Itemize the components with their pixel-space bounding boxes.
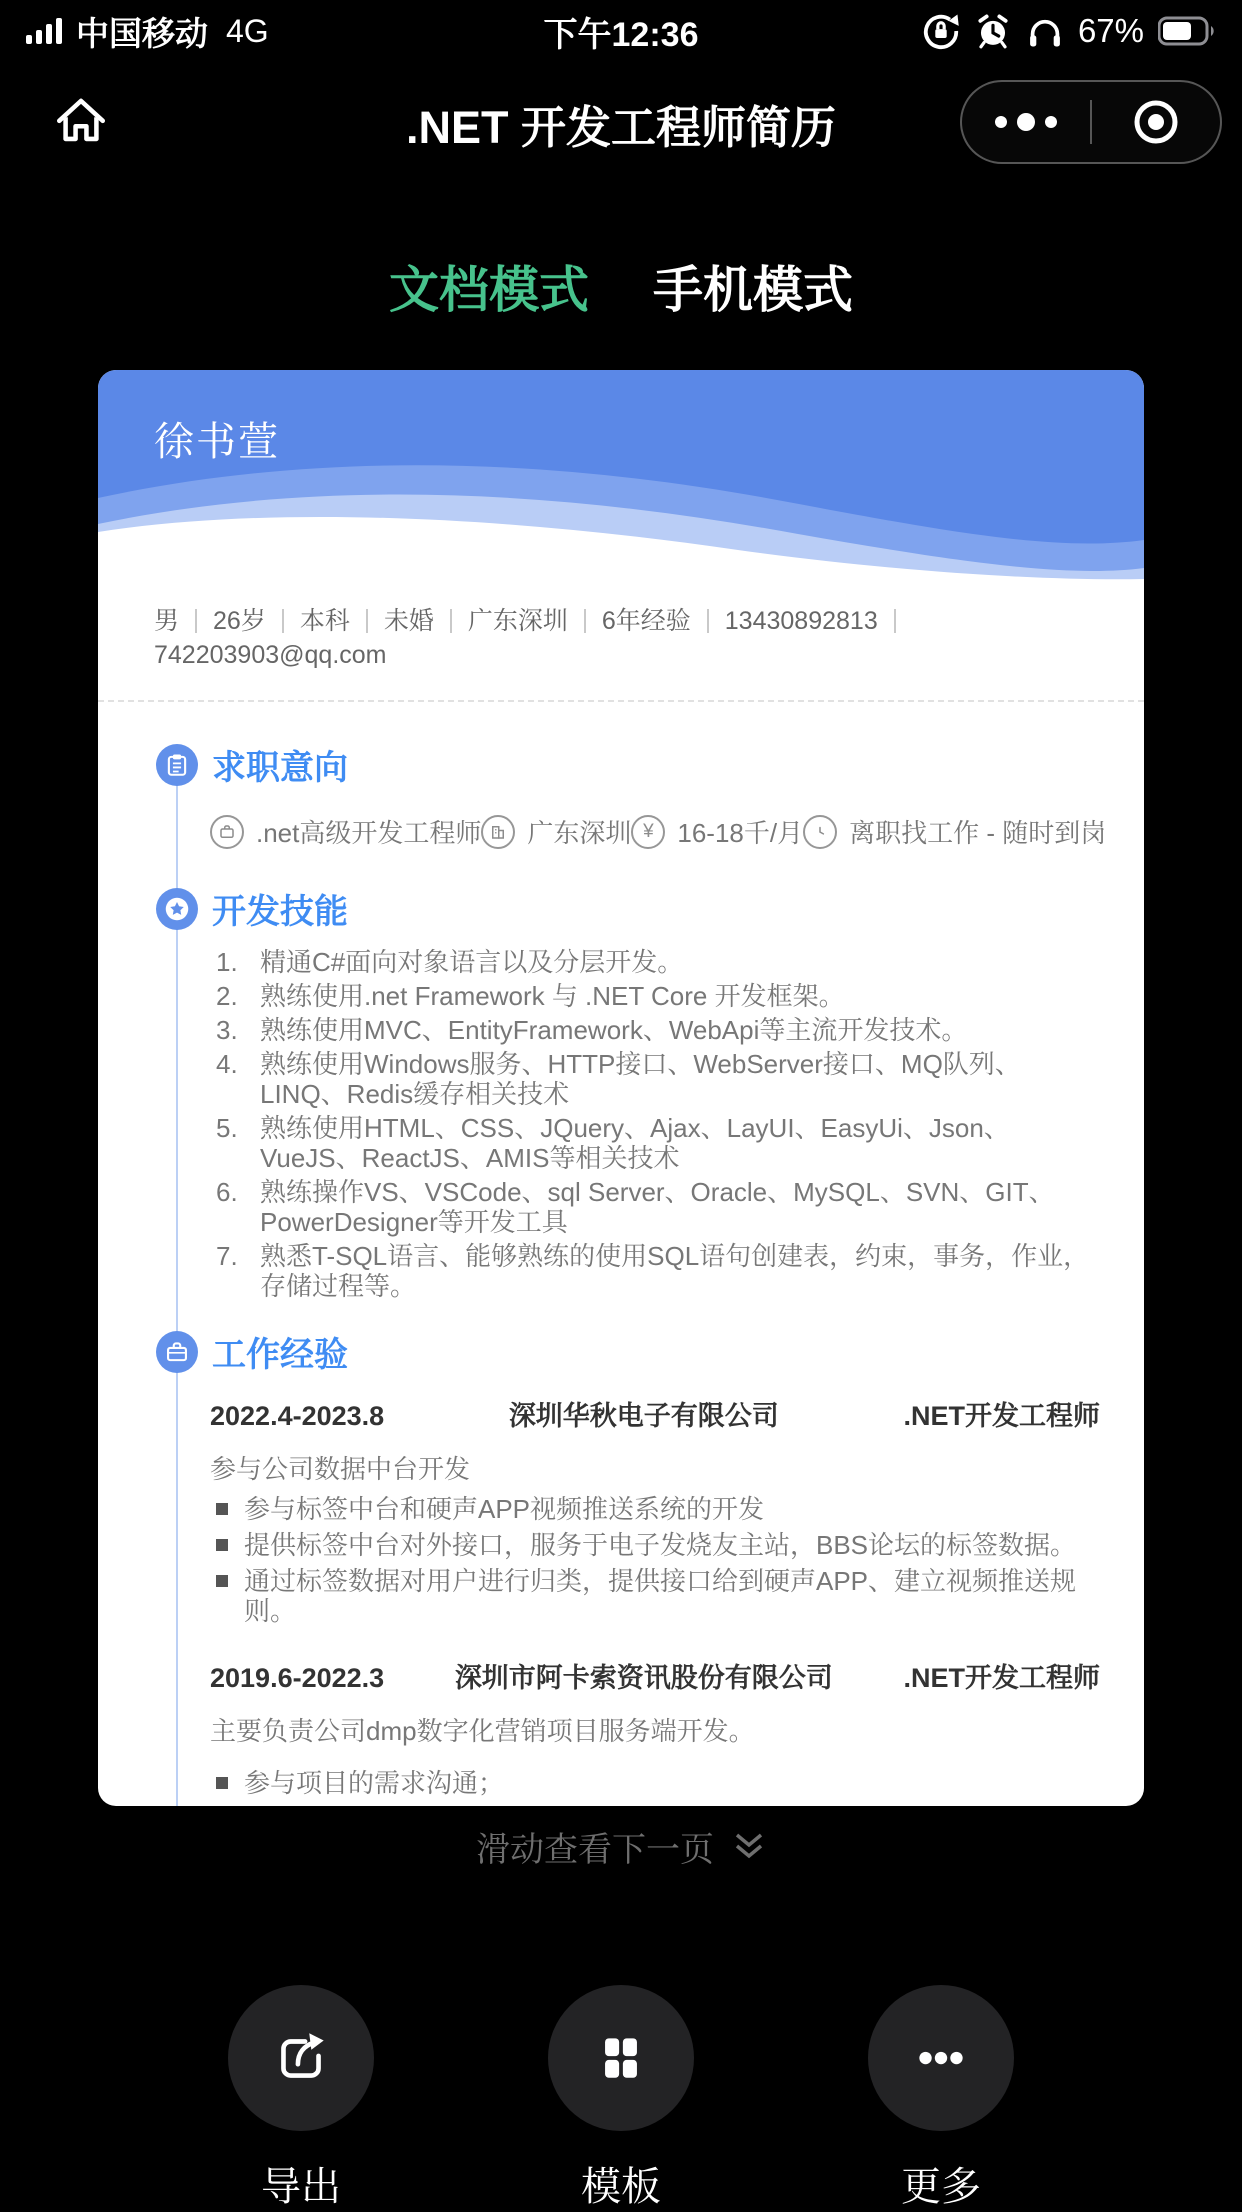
job-role: .NET开发工程师 bbox=[903, 1663, 1100, 1693]
network-label: 4G bbox=[226, 12, 269, 49]
info-divider bbox=[450, 609, 452, 633]
mode-tabs bbox=[0, 250, 1242, 322]
status-bar bbox=[0, 0, 1242, 62]
section-skills bbox=[98, 884, 1144, 1301]
skill-item: 熟练操作VS、VSCode、sql Server、Oracle、MySQL、SVN、GIT、PowerDesigner等开发工具 bbox=[260, 1177, 1055, 1237]
chevron-double-down-icon bbox=[732, 1829, 766, 1865]
section-title: 工作经验 bbox=[212, 1336, 348, 1374]
next-page-hint-text: 滑动查看下一页 bbox=[476, 1831, 714, 1869]
job-bullet: 参与标签中台和硬声APP视频推送系统的开发 bbox=[210, 1494, 1100, 1524]
job-summary: 主要负责公司dmp数字化营销项目服务端开发。 bbox=[210, 1716, 755, 1746]
intent-status bbox=[803, 813, 1106, 850]
job-summary: 参与公司数据中台开发 bbox=[210, 1454, 471, 1484]
capsule-close-button[interactable] bbox=[1092, 82, 1220, 162]
carrier-label: 中国移动 bbox=[76, 14, 208, 52]
resume-name: 徐书萱 bbox=[154, 420, 280, 464]
intent-salary bbox=[631, 813, 803, 850]
skill-item: 熟练使用.net Framework 与 .NET Core 开发框架。 bbox=[260, 981, 845, 1011]
template-label: 模板 bbox=[581, 2165, 661, 2209]
skill-item: 熟练使用HTML、CSS、JQuery、Ajax、LayUI、EasyUi、Json、VueJS、ReactJS、AMIS等相关技术 bbox=[260, 1113, 1010, 1173]
section-job-intent bbox=[98, 740, 1144, 850]
section-experience bbox=[98, 1327, 1144, 1806]
briefcase-circle-icon bbox=[210, 815, 244, 849]
info-location: 广东深圳 bbox=[467, 607, 568, 635]
intent-position bbox=[210, 813, 481, 850]
more-button-circle[interactable] bbox=[868, 1985, 1014, 2131]
info-divider bbox=[195, 609, 197, 633]
info-divider bbox=[584, 609, 586, 633]
rotation-lock-icon bbox=[922, 12, 960, 50]
job-bullet: 提供标签中台对外接口，服务于电子发烧友主站，BBS论坛的标签数据。 bbox=[210, 1530, 1100, 1560]
bottom-action-bar bbox=[0, 1985, 1242, 2212]
info-phone: 13430892813 bbox=[724, 607, 878, 635]
job-period: 2022.4-2023.8 bbox=[210, 1401, 385, 1431]
signal-icon bbox=[26, 18, 62, 44]
miniprogram-capsule bbox=[960, 80, 1222, 164]
resume-card bbox=[98, 370, 1144, 1806]
dashed-divider bbox=[98, 700, 1144, 702]
more-button[interactable] bbox=[866, 1985, 1016, 2212]
intent-salary-text: 16-18千/月 bbox=[677, 818, 804, 848]
section-title: 求职意向 bbox=[212, 749, 348, 787]
capsule-more-button[interactable] bbox=[962, 82, 1090, 162]
info-divider bbox=[894, 609, 896, 633]
template-button-circle[interactable] bbox=[548, 1985, 694, 2131]
basic-info-line bbox=[154, 604, 1088, 672]
export-label: 导出 bbox=[261, 2165, 341, 2209]
info-divider bbox=[366, 609, 368, 633]
job-bullet: 通过标签数据对用户进行归类，提供接口给到硬声APP、建立视频推送规则。 bbox=[210, 1566, 1100, 1626]
star-icon bbox=[156, 888, 198, 930]
clock-time: 下午12:36 bbox=[543, 15, 699, 54]
export-button[interactable] bbox=[226, 1985, 376, 2212]
intent-city-text: 广东深圳 bbox=[527, 818, 632, 848]
info-education: 本科 bbox=[299, 607, 350, 635]
template-button[interactable] bbox=[546, 1985, 696, 2212]
skill-item: 熟练使用Windows服务、HTTP接口、WebServer接口、MQ队列、LINQ、Redis缓存相关技术 bbox=[260, 1049, 1021, 1109]
share-icon bbox=[268, 2025, 334, 2091]
alarm-icon bbox=[974, 12, 1012, 50]
job-bullet-list bbox=[210, 1494, 1100, 1626]
more-icon bbox=[908, 2025, 974, 2091]
info-experience: 6年经验 bbox=[601, 607, 691, 635]
job-company: 深圳市阿卡索资讯股份有限公司 bbox=[454, 1663, 833, 1693]
skill-list bbox=[216, 947, 1104, 1301]
info-divider bbox=[707, 609, 709, 633]
page-title: .NET 开发工程师简历 bbox=[405, 101, 836, 153]
job-company: 深圳华秋电子有限公司 bbox=[508, 1401, 779, 1431]
nav-bar bbox=[0, 78, 1242, 168]
job-period: 2019.6-2022.3 bbox=[210, 1663, 385, 1693]
intent-position-text: .net高级开发工程师 bbox=[256, 818, 482, 848]
resume-body bbox=[98, 740, 1144, 1806]
more-dots-icon bbox=[989, 108, 1063, 136]
skill-item: 熟练使用MVC、EntityFramework、WebApi等主流开发技术。 bbox=[260, 1015, 968, 1045]
job-role: .NET开发工程师 bbox=[903, 1401, 1100, 1431]
job-bullet: 参与项目的需求沟通； bbox=[210, 1768, 1100, 1798]
tab-phone-mode[interactable]: 手机模式 bbox=[653, 262, 853, 318]
clock-circle-icon bbox=[803, 815, 837, 849]
header-wave-decoration bbox=[98, 452, 1144, 582]
grid-icon bbox=[591, 2028, 651, 2088]
info-marital: 未婚 bbox=[383, 607, 434, 635]
info-age: 26岁 bbox=[213, 607, 266, 635]
next-page-hint bbox=[0, 1822, 1242, 1871]
building-circle-icon bbox=[481, 815, 515, 849]
yen-circle-icon: ¥ bbox=[631, 815, 665, 849]
skill-item: 熟悉T-SQL语言、能够熟练的使用SQL语句创建表，约束，事务，作业，存储过程等。 bbox=[260, 1241, 1090, 1301]
more-label: 更多 bbox=[901, 2165, 981, 2209]
job-entry bbox=[210, 1656, 1100, 1806]
job-bullet-list bbox=[210, 1768, 1100, 1806]
tab-document-mode[interactable]: 文档模式 bbox=[389, 262, 589, 318]
capsule-target-icon bbox=[1130, 96, 1182, 148]
intent-city bbox=[481, 813, 631, 850]
info-email: 742203903@qq.com bbox=[154, 641, 387, 669]
battery-icon bbox=[1158, 16, 1216, 46]
info-divider bbox=[282, 609, 284, 633]
section-title: 开发技能 bbox=[212, 893, 348, 931]
resume-header bbox=[98, 370, 1144, 582]
info-gender: 男 bbox=[154, 607, 180, 635]
clipboard-icon bbox=[156, 744, 198, 786]
battery-percent: 67% bbox=[1077, 12, 1144, 49]
intent-status-text: 离职找工作 - 随时到岗 bbox=[849, 818, 1107, 848]
briefcase-icon bbox=[156, 1331, 198, 1373]
job-entry bbox=[210, 1394, 1100, 1626]
skill-item: 精通C#面向对象语言以及分层开发。 bbox=[260, 947, 684, 977]
export-button-circle[interactable] bbox=[228, 1985, 374, 2131]
headphones-icon bbox=[1026, 13, 1064, 49]
